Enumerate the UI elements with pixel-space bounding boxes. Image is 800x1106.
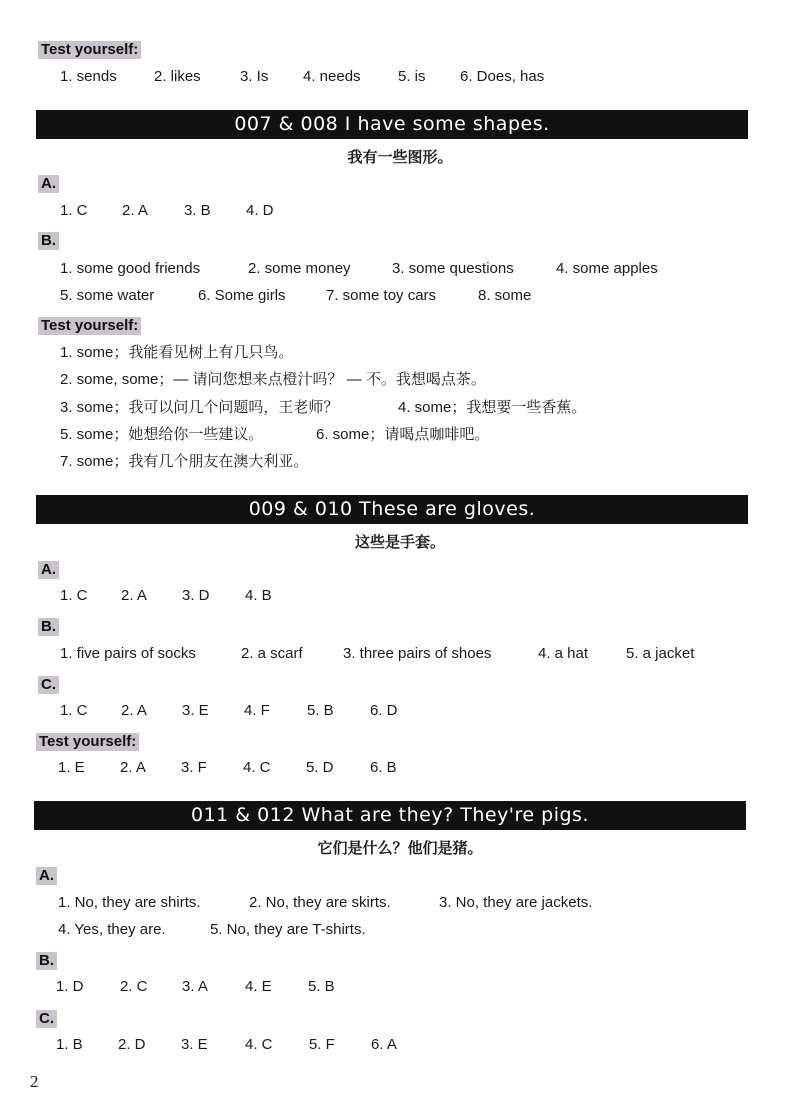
section-subtitle: 我有一些图形。 xyxy=(347,148,453,166)
section-label: B. xyxy=(36,952,57,970)
section-subtitle: 这些是手套。 xyxy=(354,533,445,551)
section-label: C. xyxy=(38,676,59,694)
answer-row: 7. some；我有几个朋友在澳大利亚。 xyxy=(60,453,309,470)
answer: 4. some；我想要一些香蕉。 xyxy=(398,399,587,416)
section-label: Test yourself: xyxy=(38,317,141,335)
answer: 3. No, they are jackets. xyxy=(439,894,593,911)
answer-row: 1. some；我能看见树上有几只鸟。 xyxy=(60,344,294,361)
section-label: A. xyxy=(38,561,59,579)
answer: 4. Yes, they are. xyxy=(58,921,166,938)
answer: 5. B xyxy=(308,978,335,995)
answer: 4. needs xyxy=(303,68,361,85)
answer: 2. some money xyxy=(248,260,351,277)
answer: 1. C xyxy=(60,702,88,719)
answer: 2. D xyxy=(118,1036,146,1053)
answer: 2. A xyxy=(121,587,147,604)
answer: 5. is xyxy=(398,68,426,85)
answer: 3. some questions xyxy=(392,260,514,277)
answer: 3. Is xyxy=(240,68,269,85)
answer: 5. some；她想给你一些建议。 xyxy=(60,426,264,443)
answer: 4. B xyxy=(245,587,272,604)
answer: 5. No, they are T-shirts. xyxy=(210,921,366,938)
section-label: A. xyxy=(38,175,59,193)
page-number: 2 xyxy=(30,1072,39,1091)
answer: 5. a jacket xyxy=(626,645,695,662)
section-label: C. xyxy=(36,1010,57,1028)
answer: 6. some；请喝点咖啡吧。 xyxy=(316,426,490,443)
answer: 4. a hat xyxy=(538,645,589,662)
answer: 1. five pairs of socks xyxy=(60,645,196,662)
answer: 1. B xyxy=(56,1036,83,1053)
answer: 4. E xyxy=(245,978,272,995)
answer: 2. A xyxy=(122,202,148,219)
answer: 4. C xyxy=(245,1036,273,1053)
answer: 6. A xyxy=(371,1036,397,1053)
answer: 2. No, they are skirts. xyxy=(249,894,391,911)
answer: 3. E xyxy=(182,702,209,719)
section-title-bar: 007 & 008 I have some shapes. xyxy=(36,110,748,139)
answer: 3. A xyxy=(182,978,208,995)
answer: 1. No, they are shirts. xyxy=(58,894,201,911)
answer: 6. D xyxy=(370,702,398,719)
answer: 4. C xyxy=(243,759,271,776)
answer: 2. C xyxy=(120,978,148,995)
answer: 5. some water xyxy=(60,287,155,304)
answer: 5. D xyxy=(306,759,334,776)
section-label: A. xyxy=(36,867,57,885)
section-label: B. xyxy=(38,232,59,250)
answer: 2. A xyxy=(120,759,146,776)
answer-row: 2. some, some；— 请问您想来点橙汁吗？ — 不。我想喝点茶。 xyxy=(60,371,486,388)
section-label: Test yourself: xyxy=(38,41,141,59)
answer: 4. F xyxy=(244,702,270,719)
answer: 3. D xyxy=(182,587,210,604)
answer: 3. F xyxy=(181,759,207,776)
answer: 2. a scarf xyxy=(241,645,303,662)
answer: 5. B xyxy=(307,702,334,719)
answer: 6. Does, has xyxy=(460,68,545,85)
section-title-bar: 009 & 010 These are gloves. xyxy=(36,495,748,524)
answer: 1. some good friends xyxy=(60,260,201,277)
section-title-bar: 011 & 012 What are they? They're pigs. xyxy=(34,801,746,830)
answer: 3. three pairs of shoes xyxy=(343,645,492,662)
answer: 1. C xyxy=(60,202,88,219)
answer: 6. Some girls xyxy=(198,287,286,304)
answer: 1. E xyxy=(58,759,85,776)
answer: 3. some；我可以问几个问题吗，王老师？ xyxy=(60,399,339,416)
answer: 2. likes xyxy=(154,68,201,85)
answer: 1. sends xyxy=(60,68,117,85)
answer: 1. D xyxy=(56,978,84,995)
answer: 1. C xyxy=(60,587,88,604)
section-label: B. xyxy=(38,618,59,636)
answer: 6. B xyxy=(370,759,397,776)
answer: 3. B xyxy=(184,202,211,219)
answer: 7. some toy cars xyxy=(326,287,437,304)
answer: 5. F xyxy=(309,1036,335,1053)
answer: 2. A xyxy=(121,702,147,719)
section-subtitle: 它们是什么？他们是猪。 xyxy=(317,839,483,857)
answer: 4. some apples xyxy=(556,260,658,277)
section-label: Test yourself: xyxy=(36,733,139,751)
answer: 4. D xyxy=(246,202,274,219)
answer: 8. some xyxy=(478,287,532,304)
answer: 3. E xyxy=(181,1036,208,1053)
